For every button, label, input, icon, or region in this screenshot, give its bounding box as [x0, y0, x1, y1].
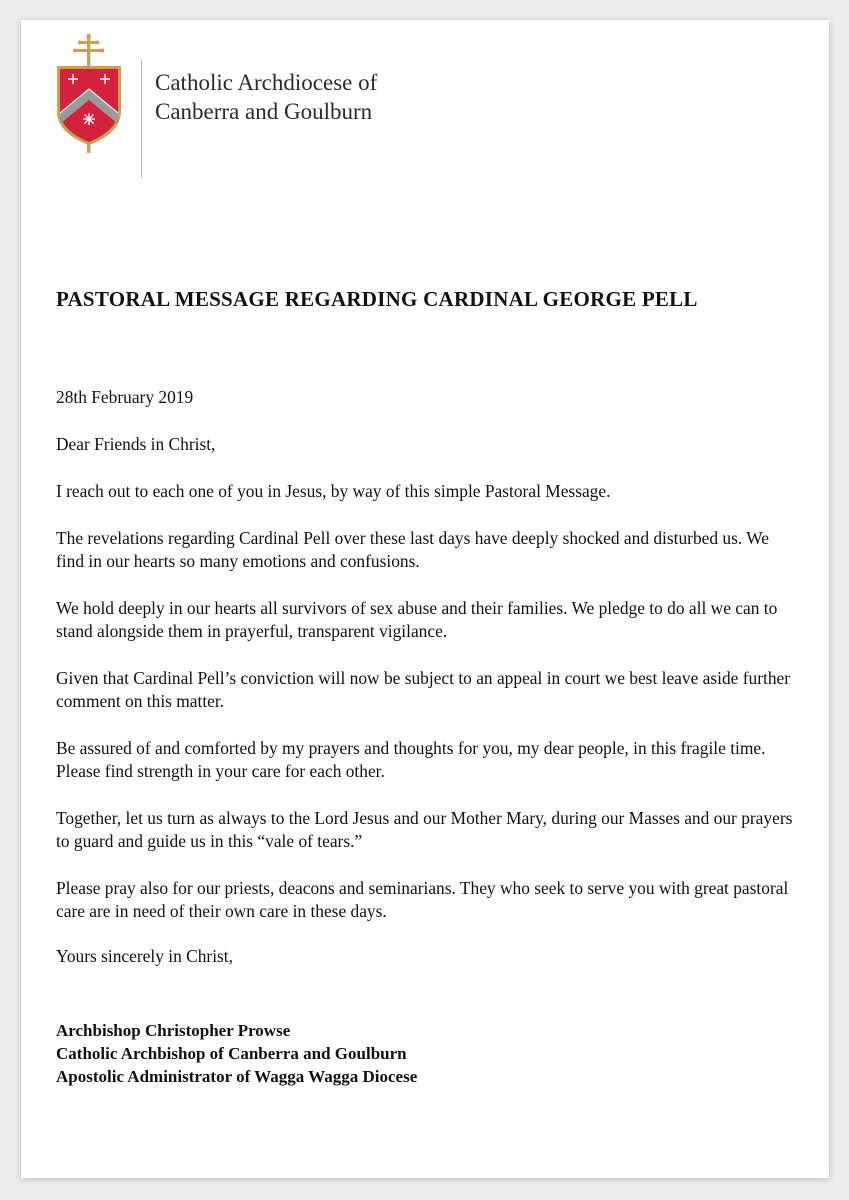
- organization-name-line2: Canberra and Goulburn: [155, 99, 373, 124]
- letter-date: 28th February 2019: [56, 387, 194, 407]
- letter-paragraph: I reach out to each one of you in Jesus, by way of this simple Pastoral Message.: [56, 481, 611, 501]
- letter-paragraph: Be assured of and comforted by my prayers and thoughts for you, my dear people, in this fragile time. Please find strength in your care for each other.: [56, 738, 766, 781]
- letter-paragraph: We hold deeply in our hearts all survivors of sex abuse and their families. We pledge to do all we can to stand alongside them in prayerful, transparent vigilance.: [56, 598, 778, 641]
- letter-paragraph: Please pray also for our priests, deacons and seminarians. They who seek to serve you with great pastoral care are in need of their own care in these days.: [56, 878, 789, 921]
- organization-name-line1: Catholic Archdiocese of: [155, 70, 378, 95]
- letter-closing: Yours sincerely in Christ,: [56, 946, 233, 966]
- organization-name: [155, 68, 377, 126]
- letter-paragraph: Together, let us turn as always to the Lord Jesus and our Mother Mary, during our Masses and our prayers to guard and guide us in this “vale of tears.”: [56, 808, 793, 851]
- signatory-title-secondary: Apostolic Administrator of Wagga Wagga Diocese: [56, 1067, 418, 1086]
- letter-page: [21, 20, 829, 1178]
- letter-salutation: Dear Friends in Christ,: [56, 434, 216, 454]
- signatory-name: Archbishop Christopher Prowse: [56, 1021, 291, 1040]
- header-divider: [141, 60, 142, 178]
- letter-paragraph: The revelations regarding Cardinal Pell over these last days have deeply shocked and disturbed us. We find in our hearts so many emotions and confusions.: [56, 528, 770, 571]
- signature-block: [56, 1019, 417, 1088]
- letter-paragraph: Given that Cardinal Pell’s conviction will now be subject to an appeal in court we best leave aside further comment on this matter.: [56, 668, 791, 711]
- signatory-title: Catholic Archbishop of Canberra and Goulburn: [56, 1044, 407, 1063]
- letter-title: PASTORAL MESSAGE REGARDING CARDINAL GEORGE PELL: [56, 287, 698, 311]
- archdiocese-crest-icon: [53, 33, 125, 155]
